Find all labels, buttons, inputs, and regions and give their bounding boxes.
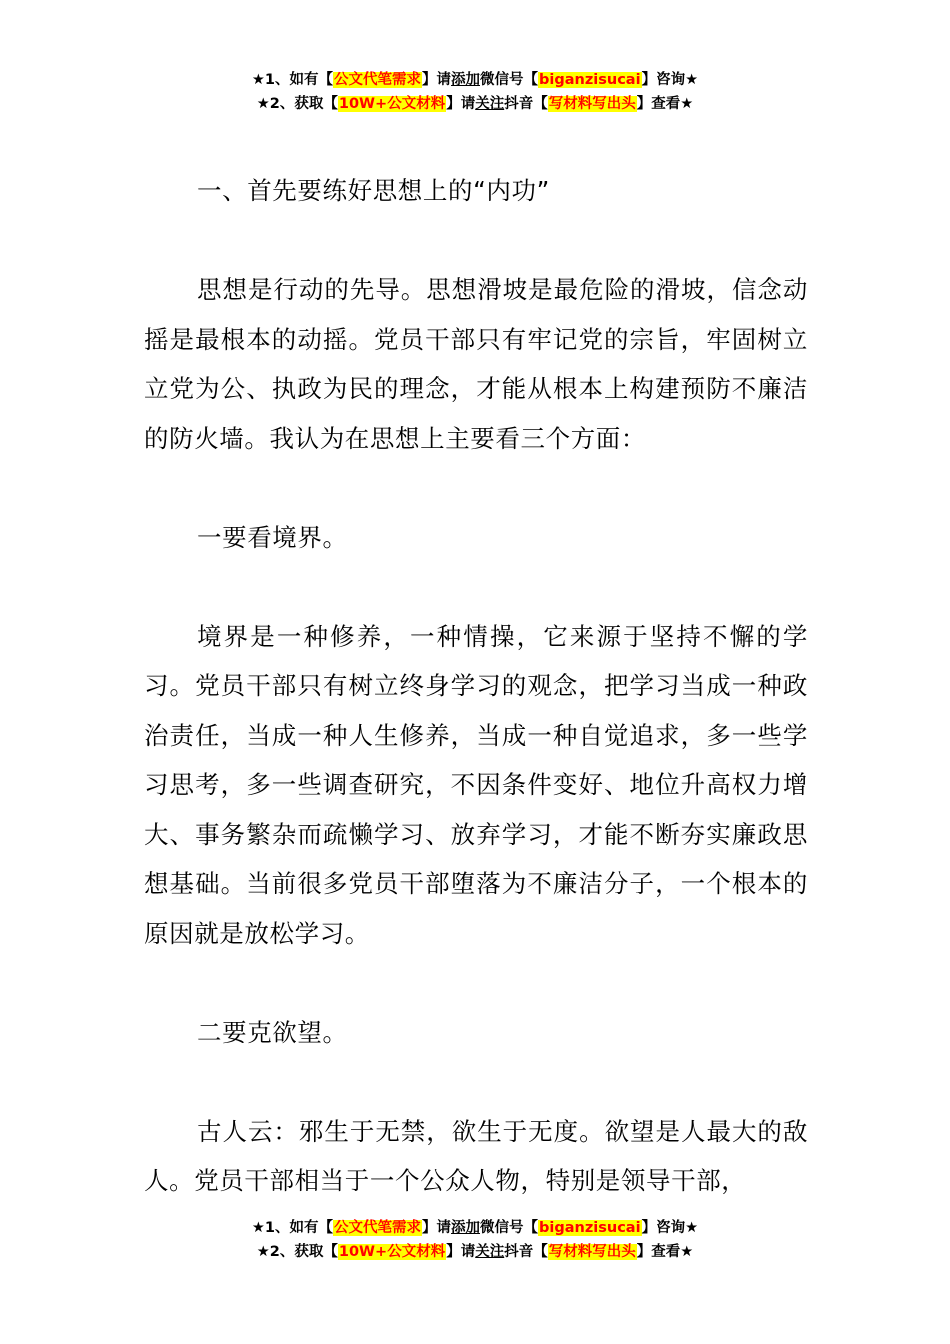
star-icon: ★ (680, 96, 694, 112)
banner-text: 】查看 (636, 96, 681, 112)
underlined-text: 添加 (451, 72, 481, 88)
banner-text: 】查看 (636, 1244, 681, 1260)
banner-text: 微信号【 (480, 72, 539, 88)
banner-text: 】请 (446, 96, 476, 112)
banner-text: 】请 (446, 1244, 476, 1260)
highlight-douyin-account: 写材料写出头 (548, 96, 636, 112)
body-paragraph: 思想是行动的先导。思想滑坡是最危险的滑坡，信念动摇是最根本的动摇。党员干部只有牢记党的宗旨，牢固树立立党为公、执政为民的理念，才能从根本上构建预防不廉洁的防火墙。我认为在思想上主要看三个方面： (144, 275, 808, 453)
highlight-service: 公文代笔需求 (334, 72, 422, 88)
banner-text: 2、获取【 (269, 96, 338, 112)
banner-line-1 (0, 68, 950, 92)
star-icon: ★ (685, 72, 699, 88)
section-heading: 一、首先要练好思想上的“内功” (197, 176, 550, 205)
banner-line-2 (0, 1240, 950, 1264)
underlined-text: 关注 (475, 1244, 505, 1260)
banner-text: 2、获取【 (269, 1244, 338, 1260)
banner-text: 抖音【 (504, 1244, 548, 1260)
banner-text: 1、如有【 (264, 1220, 334, 1236)
star-icon: ★ (256, 96, 270, 112)
highlight-wechat-id: biganzisucai (539, 1220, 641, 1236)
banner-line-1 (0, 1216, 950, 1240)
banner-text: 】请 (422, 1220, 452, 1236)
star-icon: ★ (251, 72, 265, 88)
star-icon: ★ (256, 1244, 270, 1260)
subsection-heading: 二要克欲望。 (197, 1017, 348, 1047)
highlight-materials: 10W+公文材料 (338, 96, 446, 112)
highlight-wechat-id: biganzisucai (539, 72, 641, 88)
banner-text: 1、如有【 (264, 72, 334, 88)
banner-text: 微信号【 (480, 1220, 539, 1236)
banner-text: 】咨询 (641, 1220, 686, 1236)
header-banner (0, 68, 950, 116)
banner-text: 】请 (422, 72, 452, 88)
body-paragraph: 古人云：邪生于无禁，欲生于无度。欲望是人最大的敌人。党员干部相当于一个公众人物，特别是领导干部， (144, 1116, 808, 1195)
highlight-service: 公文代笔需求 (334, 1220, 422, 1236)
star-icon: ★ (251, 1220, 265, 1236)
star-icon: ★ (680, 1244, 694, 1260)
subsection-heading: 一要看境界。 (197, 522, 348, 552)
underlined-text: 关注 (475, 96, 505, 112)
banner-line-2 (0, 92, 950, 116)
banner-text: 】咨询 (641, 72, 686, 88)
highlight-materials: 10W+公文材料 (338, 1244, 446, 1260)
body-paragraph: 境界是一种修养，一种情操，它来源于坚持不懈的学习。党员干部只有树立终身学习的观念，把学习当成一种政治责任，当成一种人生修养，当成一种自觉追求，多一些学习思考，多一些调查研究，不因条件变好、地位升高权力增大、事务繁杂而疏懒学习、放弃学习，才能不断夯实廉政思想基础。当前很多党员干部堕落为不廉洁分子，一个根本的原因就是放松学习。 (144, 621, 808, 948)
underlined-text: 添加 (451, 1220, 481, 1236)
star-icon: ★ (685, 1220, 699, 1236)
document-body (144, 166, 808, 1206)
highlight-douyin-account: 写材料写出头 (548, 1244, 636, 1260)
footer-banner (0, 1216, 950, 1264)
banner-text: 抖音【 (504, 96, 548, 112)
